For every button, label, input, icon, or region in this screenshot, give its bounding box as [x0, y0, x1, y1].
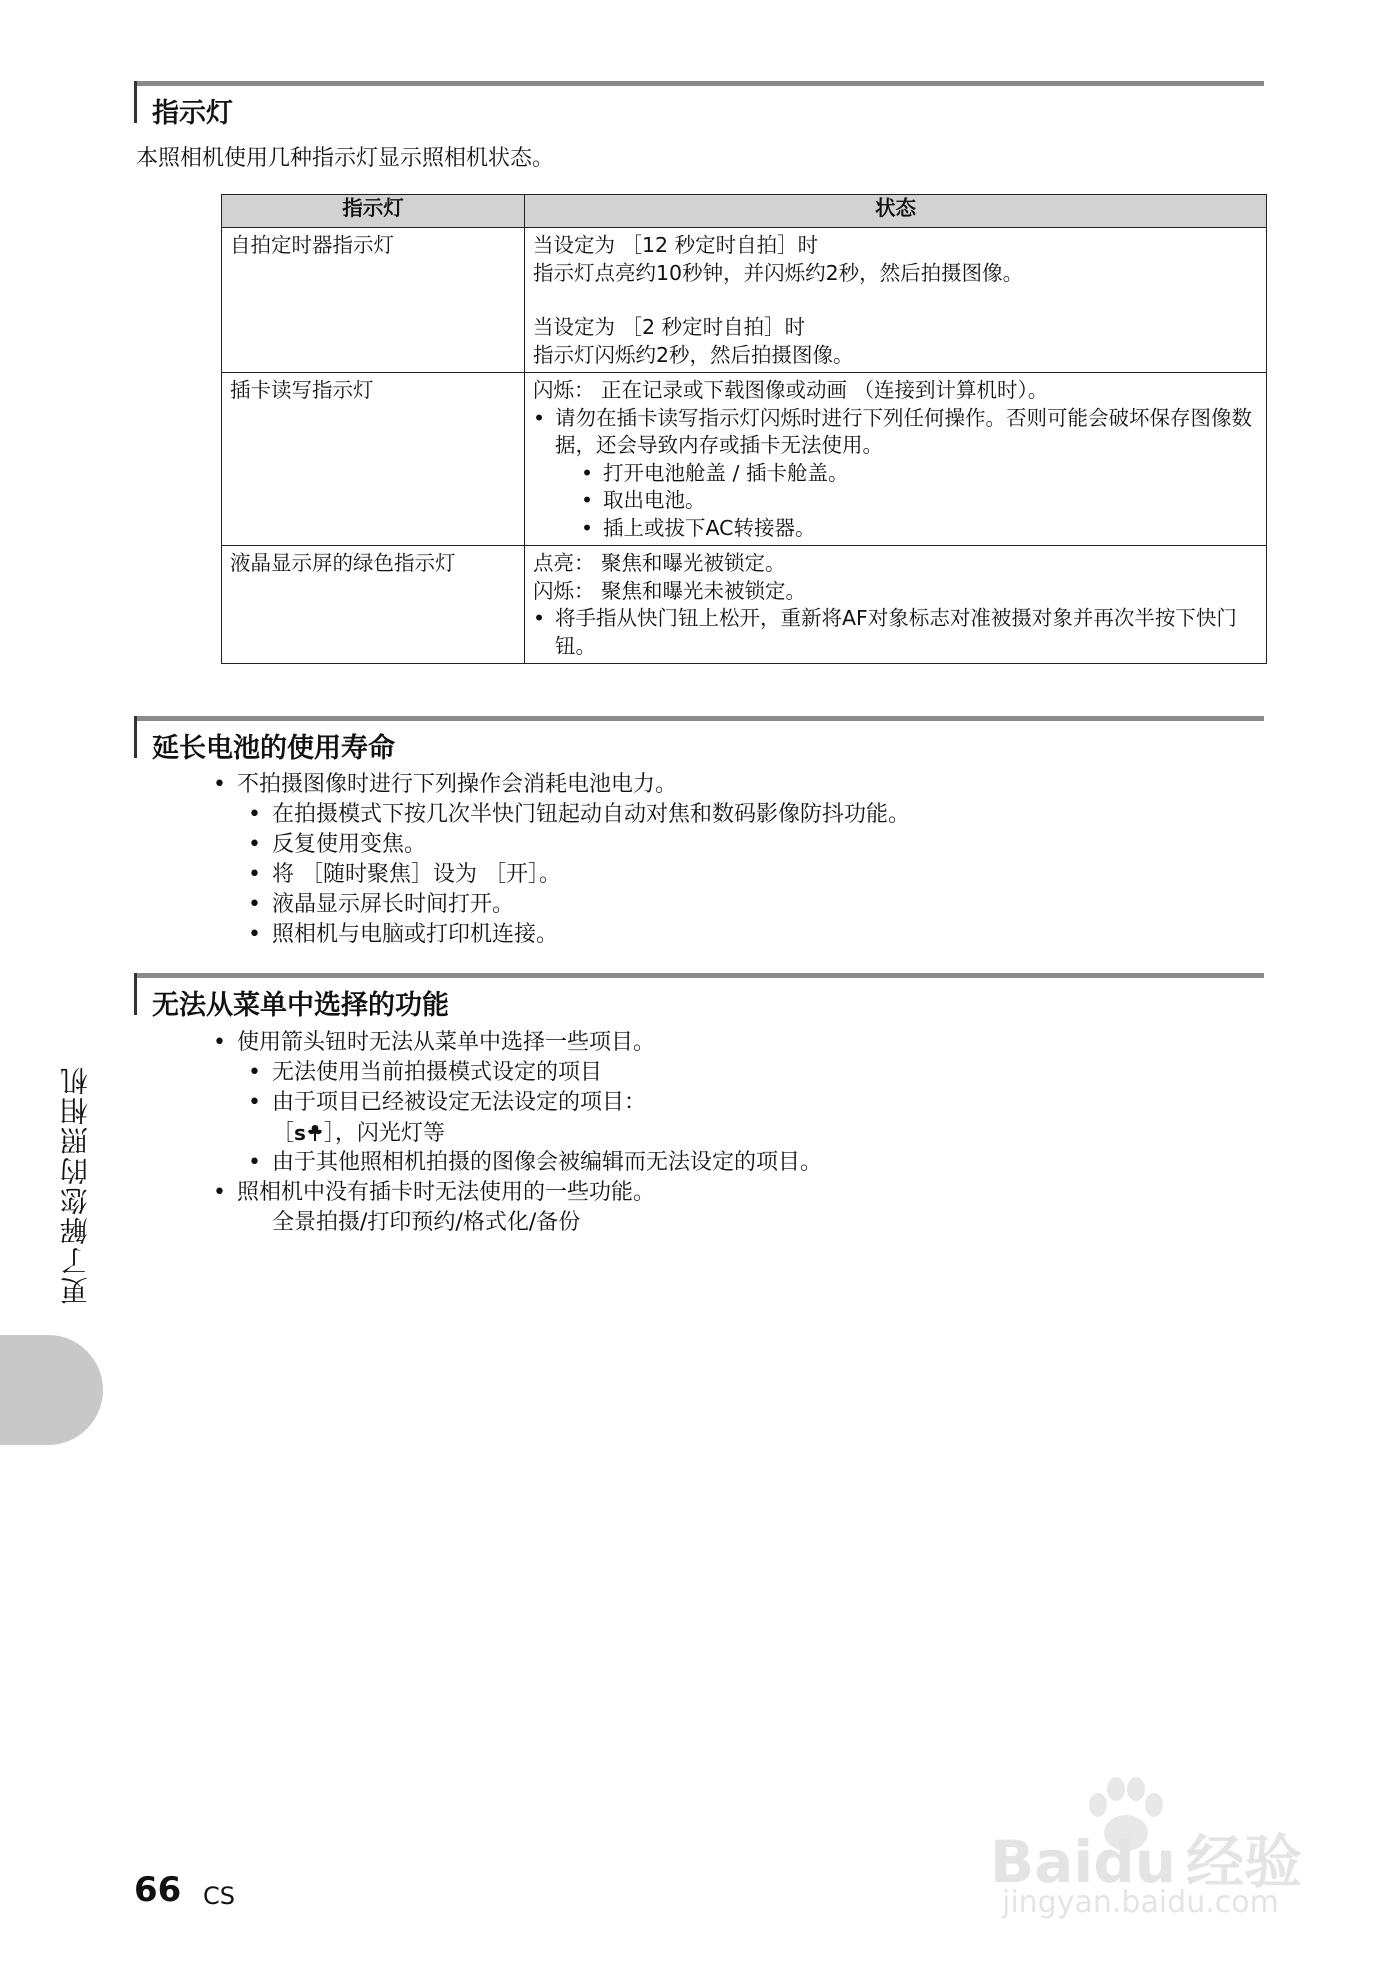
section-bar [134, 81, 137, 123]
table-cell-indicator: 自拍定时器指示灯 [222, 228, 525, 373]
section-rule [134, 81, 1264, 86]
list-item: • 不拍摄图像时进行下列操作会消耗电池电力。 [213, 770, 677, 800]
status-line: 指示灯点亮约10秒钟，并闪烁约2秒，然后拍摄图像。 [533, 260, 1024, 285]
bullet-icon: • [248, 1090, 261, 1115]
list-item: • 反复使用变焦。 [248, 830, 426, 860]
status-line: 闪烁： 聚焦和曝光未被锁定。 [533, 578, 807, 603]
bullet-icon: • [248, 832, 261, 857]
watermark-url: jingyan.baidu.com [1002, 1885, 1279, 1920]
section-rule [134, 973, 1264, 978]
indicator-table [221, 194, 1267, 664]
chapter-side-label: 更了解您的照相机 [59, 1065, 92, 1305]
bullet-icon: • [248, 922, 261, 947]
bullet-icon: • [213, 1030, 226, 1055]
bullet-icon: • [533, 606, 546, 630]
section-rule [134, 716, 1264, 721]
table-header-status: 状态 [525, 195, 1267, 228]
list-item-continued: 全景拍摄/打印预约/格式化/备份 [272, 1210, 581, 1235]
list-item: • 使用箭头钮时无法从菜单中选择一些项目。 [213, 1028, 655, 1058]
list-item: • 液晶显示屏长时间打开。 [248, 890, 514, 920]
table-cell-status [525, 546, 1267, 664]
table-row [222, 228, 1267, 373]
table-cell-status [525, 228, 1267, 373]
language-code: CS [203, 1882, 235, 1910]
list-item: • 由于项目已经被设定无法设定的项目： [248, 1088, 646, 1118]
section-title: 延长电池的使用寿命 [152, 733, 395, 764]
mode-icon: s [294, 1118, 324, 1148]
list-item: • 由于其他照相机拍摄的图像会被编辑而无法设定的项目。 [248, 1148, 822, 1178]
status-subbullet: • 打开电池舱盖 / 插卡舱盖。 [533, 460, 1258, 488]
status-line: 当设定为 ［2 秒定时自拍］时 [533, 315, 806, 339]
bullet-icon: • [248, 862, 261, 887]
table-header-row [222, 195, 1267, 228]
list-item: • 在拍摄模式下按几次半快门钮起动自动对焦和数码影像防抖功能。 [248, 800, 910, 830]
table-row [222, 373, 1267, 546]
section-bar [134, 973, 137, 1015]
baidu-watermark [990, 1775, 1320, 1925]
status-line: 闪烁： 正在记录或下载图像或动画 （连接到计算机时）。 [533, 378, 1049, 402]
bullet-icon: • [248, 1060, 261, 1085]
bullet-icon: • [248, 892, 261, 917]
bullet-icon: • [581, 515, 594, 540]
table-row [222, 546, 1267, 664]
bullet-icon: • [213, 1180, 226, 1205]
bullet-icon: • [248, 1150, 261, 1175]
status-bullet: • 将手指从快门钮上松开，重新将AF对象标志对准被摄对象并再次半按下快门钮。 [533, 606, 1237, 658]
list-item: • 照相机与电脑或打印机连接。 [248, 920, 558, 950]
table-header-indicator: 指示灯 [222, 195, 525, 228]
bullet-icon: • [581, 460, 594, 485]
status-bullet: • 请勿在插卡读写指示灯闪烁时进行下列任何操作。否则可能会破坏保存图像数据，还会导致内存或插卡无法使用。 [533, 405, 1252, 457]
status-line: 当设定为 ［12 秒定时自拍］时 [533, 233, 819, 257]
watermark-logo: Baidu 经验 [990, 1828, 1303, 1896]
status-subbullet: • 插上或拔下AC转接器。 [533, 515, 1258, 543]
status-line: 点亮： 聚焦和曝光被锁定。 [533, 551, 786, 575]
section-title: 无法从菜单中选择的功能 [152, 990, 449, 1021]
section-bar [134, 716, 137, 758]
list-item-continued: ［s ］，闪光灯等 [272, 1118, 445, 1149]
bullet-icon: • [533, 405, 546, 430]
section-title: 指示灯 [152, 98, 233, 129]
bullet-icon: • [248, 802, 261, 827]
table-cell-status [525, 373, 1267, 546]
list-item: • 无法使用当前拍摄模式设定的项目 [248, 1058, 602, 1088]
status-line: 指示灯闪烁约2秒，然后拍摄图像。 [533, 342, 854, 367]
table-cell-indicator: 液晶显示屏的绿色指示灯 [222, 546, 525, 664]
chapter-tab [0, 1335, 103, 1445]
page-number: 66 [134, 1870, 182, 1910]
list-item: • 照相机中没有插卡时无法使用的一些功能。 [213, 1178, 655, 1208]
bullet-icon: • [581, 488, 594, 512]
list-item: • 将 ［随时聚焦］设为 ［开］。 [248, 860, 561, 890]
status-subbullet: • 取出电池。 [533, 487, 1258, 515]
intro-text: 本照相机使用几种指示灯显示照相机状态。 [136, 146, 555, 171]
table-cell-indicator: 插卡读写指示灯 [222, 373, 525, 546]
bullet-icon: • [213, 772, 226, 797]
flower-macro-icon [306, 1122, 324, 1142]
